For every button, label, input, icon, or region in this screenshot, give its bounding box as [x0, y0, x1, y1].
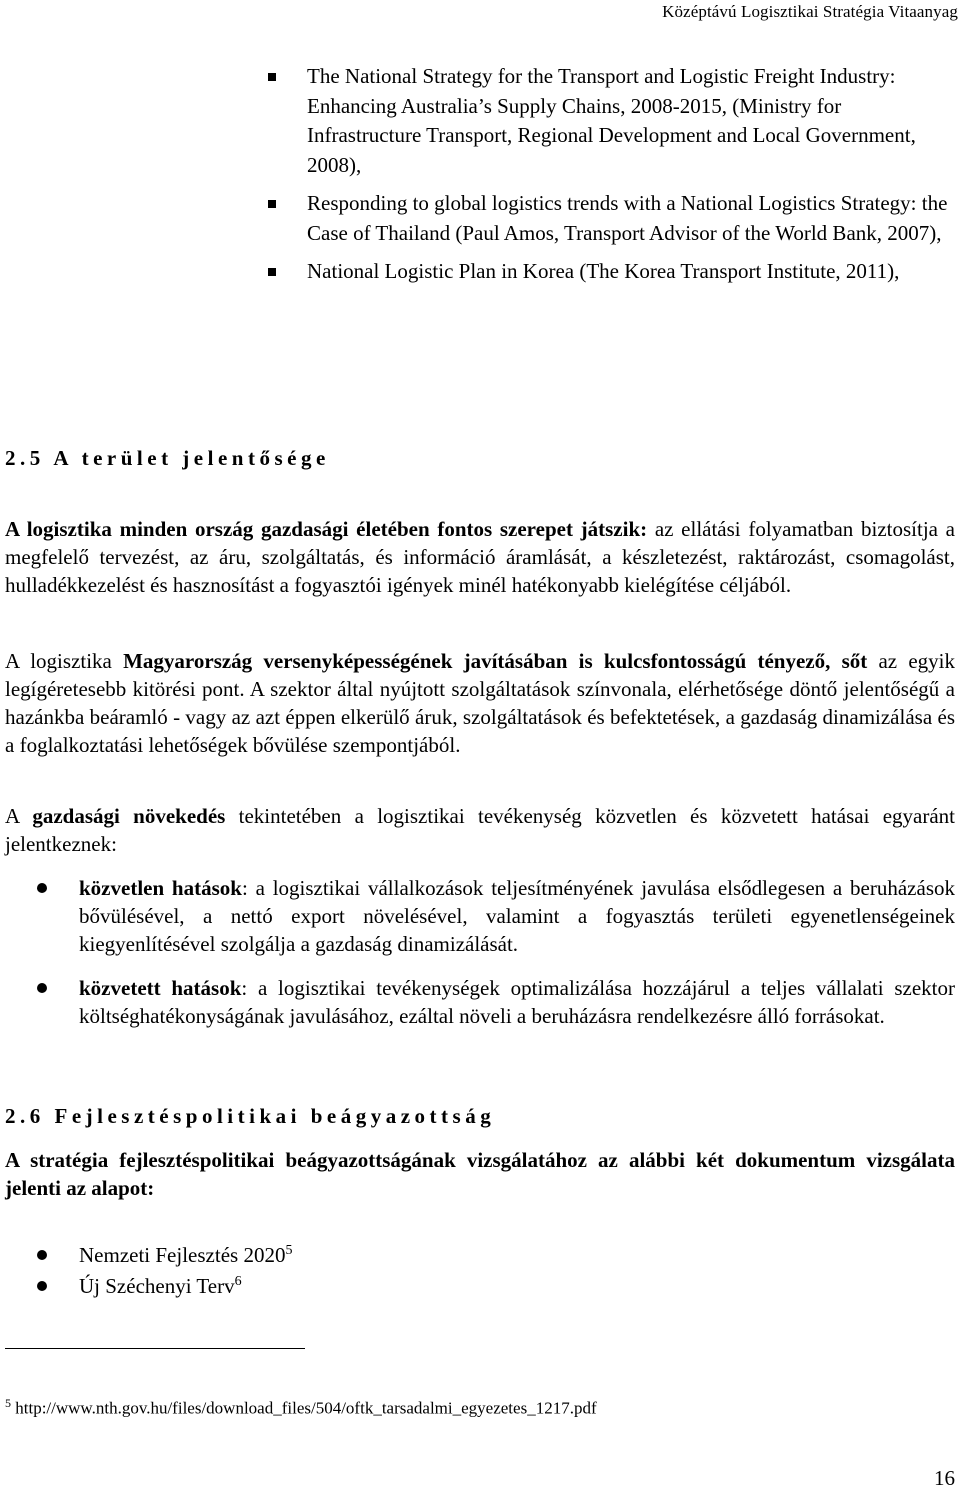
footnote — [5, 1396, 597, 1419]
running-header: Középtávú Logisztikai Stratégia Vitaanyag — [662, 2, 958, 21]
document-name: Új Széchenyi Terv — [79, 1274, 235, 1298]
footnote-ref: 6 — [234, 1274, 242, 1289]
paragraph-3-bold: gazdasági növekedés — [32, 804, 226, 828]
effect-desc: : a logisztikai tevékenységek optimalizálása hozzájárul a teljes vállalati szektor költséghatékonyságának javulásához, ezáltal növeli a beruházásra rendelkezésre álló forrásokat. — [79, 976, 955, 1028]
paragraph-3-text: tekintetében a logisztikai tevékenység közvetlen és közvetett hatásai egyaránt jelentkeznek: — [5, 804, 956, 856]
list-item — [0, 189, 960, 248]
paragraph-intro-bold: A stratégia fejlesztéspolitikai beágyazottságának vizsgálatához az alábbi két dokumentum vizsgálata jelenti az alapot: — [5, 1148, 955, 1200]
reference-text: National Logistic Plan in Korea (The Korea Transport Institute, 2011), — [307, 259, 900, 283]
effect-term: közvetett hatások — [79, 976, 242, 1000]
footnote-separator — [5, 1348, 305, 1349]
bullet-dot-icon — [37, 1281, 47, 1291]
section-heading-2-5: 2.5 A terület jelentősége — [5, 446, 330, 470]
paragraph-1-bold: A logisztika minden ország gazdasági életében fontos szerepet játszik: — [5, 517, 648, 541]
document-text — [79, 1241, 955, 1269]
page-number: 16 — [934, 1466, 955, 1490]
paragraph-2 — [5, 647, 955, 759]
document-text — [79, 1272, 955, 1300]
bullet-dot-icon — [37, 1250, 47, 1260]
section-heading-2-6: 2.6 Fejlesztéspolitikai beágyazottság — [5, 1104, 496, 1128]
square-bullet-icon — [268, 73, 276, 81]
list-item — [0, 62, 960, 180]
paragraph-intro-2-6 — [5, 1146, 955, 1202]
paragraph-2-text: az egyik legígéretesebb kitörési pont. A szektor által nyújtott szolgáltatások színvonala, elérhetősége döntő jelentőségű a hazánkba beáramló - vagy az azt éppen elkerülő áruk, szolgáltatások és befektetések, a gazdaság dinamizálása és a foglalkoztatási lehetőségek bővülése szempontjából. — [5, 649, 955, 757]
effect-desc: : a logisztikai vállalkozások teljesítményének javulása elsődlegesen a beruházások bővülésével, a nettó export növelésével, valamint a fogyasztás területi egyenetlenségeinek kiegyenlítésével szolgálja a gazdaság dinamizálását. — [79, 876, 955, 956]
paragraph-2-lead: A logisztika — [5, 649, 124, 673]
reference-text: Responding to global logistics trends with a National Logistics Strategy: the Case of Thailand (Paul Amos, Transport Advisor of the World Bank, 2007), — [307, 191, 948, 245]
paragraph-3 — [5, 802, 955, 858]
bullet-dot-icon — [37, 883, 47, 893]
footnote-text: http://www.nth.gov.hu/files/download_files/504/oftk_tarsadalmi_egyezetes_1217.pdf — [11, 1398, 597, 1418]
list-item — [0, 257, 960, 287]
effect-text — [79, 974, 955, 1030]
paragraph-1 — [5, 515, 955, 599]
reference-text: The National Strategy for the Transport and Logistic Freight Industry: Enhancing Australia’s Supply Chains, 2008-2015, (Ministry for Infrastructure Transport, Regional Development and Local Government, 2008), — [307, 64, 916, 177]
document-name: Nemzeti Fejlesztés 2020 — [79, 1243, 286, 1267]
bullet-dot-icon — [37, 983, 47, 993]
footnote-ref: 5 — [285, 1243, 293, 1258]
paragraph-1-text: az ellátási folyamatban biztosítja a megfelelő tervezést, az áru, szolgáltatás, és információ áramlását, a készletezést, raktározást, csomagolást, hulladékkezelést és hasznosítást a fogyasztói igények minél hatékonyabb kielégítése céljából. — [5, 517, 955, 597]
reference-list — [0, 62, 960, 296]
square-bullet-icon — [268, 200, 276, 208]
effect-text — [79, 874, 955, 958]
paragraph-2-bold: Magyarország versenyképességének javításában is kulcsfontosságú tényező, sőt — [123, 649, 868, 673]
paragraph-3-lead: A — [5, 804, 33, 828]
effect-term: közvetlen hatások — [79, 876, 242, 900]
footnote-number: 5 — [5, 1396, 11, 1410]
square-bullet-icon — [268, 268, 276, 276]
